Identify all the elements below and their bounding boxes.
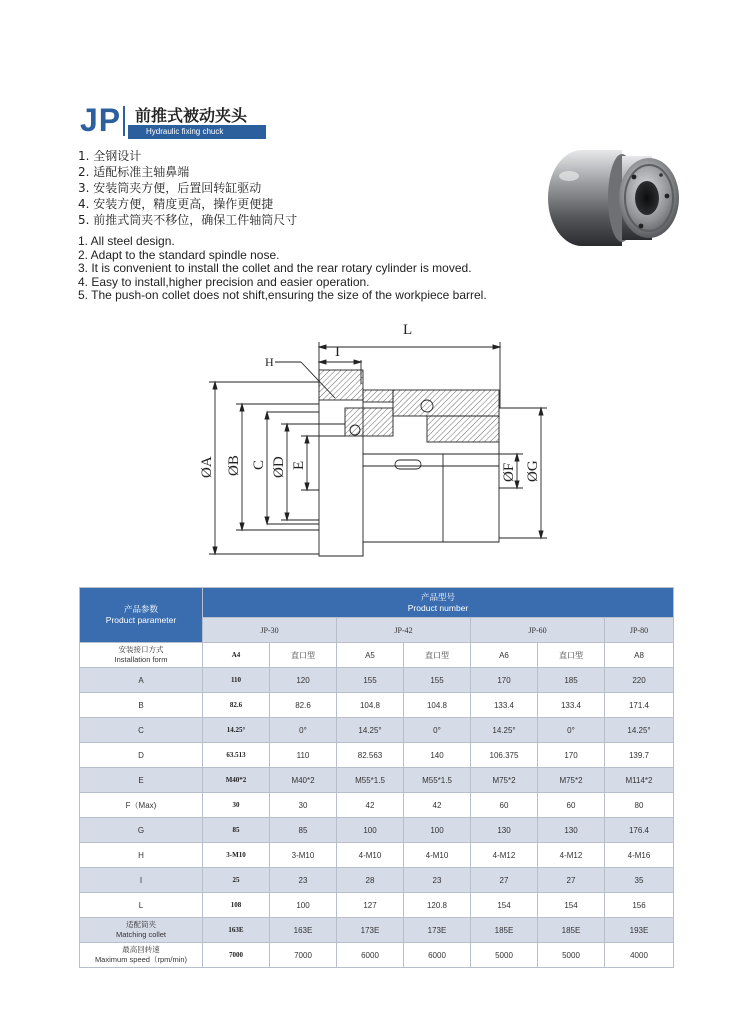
table-cell: 27 [538, 868, 605, 893]
table-cell: 85 [270, 818, 337, 843]
dim-label-c: C [251, 459, 267, 470]
table-cell: 6000 [337, 943, 404, 968]
table-cell: 42 [404, 793, 471, 818]
row-label [80, 918, 203, 943]
table-cell: 173E [404, 918, 471, 943]
table-cell: 0° [538, 718, 605, 743]
table-cell: 133.4 [538, 693, 605, 718]
dim-label-f: ØF [501, 462, 517, 482]
table-cell: 直口型 [404, 643, 471, 668]
table-cell: 163E [270, 918, 337, 943]
feature-item: 4. 安装方便，精度更高，操作更便捷 [78, 197, 274, 211]
table-cell: 60 [538, 793, 605, 818]
row-label [80, 643, 203, 668]
feature-item: 2. Adapt to the standard spindle nose. [78, 247, 280, 262]
product-photo [537, 140, 682, 250]
table-cell: 0° [404, 718, 471, 743]
table-cell: 82.563 [337, 743, 404, 768]
table-cell: 42 [337, 793, 404, 818]
table-cell: 110 [203, 668, 270, 693]
table-cell: M55*1.5 [404, 768, 471, 793]
table-cell: A8 [605, 643, 674, 668]
table-cell: 14.25° [605, 718, 674, 743]
table-row [80, 668, 674, 693]
table-cell: 30 [270, 793, 337, 818]
product-number-cn: 产品型号 [421, 591, 456, 602]
table-cell: 5000 [471, 943, 538, 968]
table-cell: 23 [404, 868, 471, 893]
row-label-cn: 适配筒夹 [126, 920, 156, 929]
technical-drawing [195, 318, 555, 568]
row-label: L [80, 893, 203, 918]
table-cell: 140 [404, 743, 471, 768]
dim-label-e: E [291, 460, 307, 470]
table-cell: 173E [337, 918, 404, 943]
dim-label-l: L [403, 322, 413, 338]
table-cell: 14.25° [203, 718, 270, 743]
table-cell: 170 [538, 743, 605, 768]
table-row [80, 843, 674, 868]
row-label [80, 943, 203, 968]
table-cell: 120.8 [404, 893, 471, 918]
table-cell: 163E [203, 918, 270, 943]
param-header-cell [80, 588, 203, 643]
table-row [80, 643, 674, 668]
feature-item: 5. 前推式筒夹不移位，确保工件轴筒尺寸 [78, 213, 298, 227]
table-cell: 82.6 [270, 693, 337, 718]
table-cell: 104.8 [404, 693, 471, 718]
model-header: JP-42 [337, 618, 471, 643]
dim-label-g: ØG [525, 460, 541, 482]
feature-item: 3. 安装筒夹方便，后置回转缸驱动 [78, 181, 262, 195]
dim-label-a: ØA [199, 456, 215, 478]
table-cell: 108 [203, 893, 270, 918]
table-row [80, 918, 674, 943]
model-header: JP-30 [203, 618, 337, 643]
feature-item: 1. 全钢设计 [78, 149, 142, 163]
table-row [80, 868, 674, 893]
table-cell: 60 [471, 793, 538, 818]
row-label: B [80, 693, 203, 718]
table-cell: 220 [605, 668, 674, 693]
table-cell: 28 [337, 868, 404, 893]
feature-item: 3. It is convenient to install the collet and the rear rotary cylinder is moved. [78, 261, 472, 276]
feature-item: 5. The push-on collet does not shift,ensuring the size of the workpiece barrel. [78, 288, 487, 303]
row-label: C [80, 718, 203, 743]
feature-item: 1. All steel design. [78, 234, 175, 248]
table-cell: 106.375 [471, 743, 538, 768]
table-cell: 0° [270, 718, 337, 743]
table-cell: 3-M10 [270, 843, 337, 868]
table-cell: M40*2 [270, 768, 337, 793]
table-cell: 185E [538, 918, 605, 943]
table-cell: 4-M12 [471, 843, 538, 868]
product-number-en: Product number [407, 602, 469, 613]
title-divider [123, 106, 125, 136]
table-cell: 156 [605, 893, 674, 918]
table-cell: 176.4 [605, 818, 674, 843]
table-cell: 130 [471, 818, 538, 843]
table-cell: 127 [337, 893, 404, 918]
table-cell: M55*1.5 [337, 768, 404, 793]
row-label-cn: 安装接口方式 [118, 645, 164, 654]
table-cell: 139.7 [605, 743, 674, 768]
table-cell: 193E [605, 918, 674, 943]
table-cell: 4-M16 [605, 843, 674, 868]
table-cell: 6000 [404, 943, 471, 968]
feature-item: 4. Easy to install,higher precision and easier operation. [78, 274, 370, 289]
table-cell: 82.6 [203, 693, 270, 718]
param-header-cn: 产品参数 [123, 604, 158, 614]
table-row [80, 893, 674, 918]
table-cell: 100 [404, 818, 471, 843]
table-cell: 23 [270, 868, 337, 893]
table-cell: M114*2 [605, 768, 674, 793]
row-label: A [80, 668, 203, 693]
row-label: H [80, 843, 203, 868]
table-cell: A4 [203, 643, 270, 668]
dim-label-b: ØB [226, 455, 242, 476]
table-cell: 100 [337, 818, 404, 843]
table-cell: 80 [605, 793, 674, 818]
table-cell: 155 [404, 668, 471, 693]
table-row [80, 693, 674, 718]
table-row [80, 718, 674, 743]
table-cell: 直口型 [270, 643, 337, 668]
table-row [80, 743, 674, 768]
table-cell: 171.4 [605, 693, 674, 718]
dim-label-h: H [265, 355, 274, 369]
model-header: JP-80 [605, 618, 674, 643]
model-header: JP-60 [471, 618, 605, 643]
table-cell: 63.513 [203, 743, 270, 768]
table-cell: 4000 [605, 943, 674, 968]
row-label: D [80, 743, 203, 768]
table-cell: A5 [337, 643, 404, 668]
row-label-cn: 最高回转速 [122, 945, 160, 954]
table-cell: 85 [203, 818, 270, 843]
table-cell: 7000 [203, 943, 270, 968]
table-cell: M40*2 [203, 768, 270, 793]
feature-list-en [78, 235, 487, 303]
page-title: 前推式被动夹头 [135, 106, 248, 125]
table-cell: 120 [270, 668, 337, 693]
table-row [80, 943, 674, 968]
brand-code: JP [80, 102, 122, 138]
table-cell: 30 [203, 793, 270, 818]
row-label-en: Matching collet [115, 930, 167, 939]
table-cell: 100 [270, 893, 337, 918]
table-cell: M75*2 [538, 768, 605, 793]
dim-label-i: I [335, 344, 340, 360]
table-cell: 4-M10 [337, 843, 404, 868]
table-cell: 104.8 [337, 693, 404, 718]
table-cell: 185 [538, 668, 605, 693]
table-row [80, 793, 674, 818]
table-cell: 3-M10 [203, 843, 270, 868]
table-cell: 35 [605, 868, 674, 893]
table-cell: 25 [203, 868, 270, 893]
row-label: G [80, 818, 203, 843]
row-label-en: Installation form [114, 655, 168, 664]
table-row [80, 818, 674, 843]
table-cell: 185E [471, 918, 538, 943]
table-cell: 4-M12 [538, 843, 605, 868]
table-cell: 14.25° [471, 718, 538, 743]
table-cell: 5000 [538, 943, 605, 968]
row-label: F（Max) [80, 793, 203, 818]
table-cell: 155 [337, 668, 404, 693]
table-cell: 154 [538, 893, 605, 918]
row-label-en: Maximum speed（rpm/min) [94, 955, 188, 964]
dim-label-d: ØD [271, 456, 287, 478]
table-cell: A6 [471, 643, 538, 668]
feature-list-cn [78, 148, 297, 228]
table-cell: M75*2 [471, 768, 538, 793]
table-cell: 14.25° [337, 718, 404, 743]
row-label: E [80, 768, 203, 793]
table-cell: 110 [270, 743, 337, 768]
spec-table [79, 587, 674, 968]
page-subtitle: Hydraulic fixing chuck [128, 125, 266, 139]
table-cell: 133.4 [471, 693, 538, 718]
table-cell: 170 [471, 668, 538, 693]
feature-item: 2. 适配标准主轴鼻端 [78, 165, 190, 179]
table-cell: 154 [471, 893, 538, 918]
row-label: I [80, 868, 203, 893]
product-number-header [203, 588, 674, 618]
table-cell: 27 [471, 868, 538, 893]
table-cell: 4-M10 [404, 843, 471, 868]
param-header-en: Product parameter [105, 615, 177, 625]
table-cell: 直口型 [538, 643, 605, 668]
table-cell: 7000 [270, 943, 337, 968]
table-cell: 130 [538, 818, 605, 843]
table-row [80, 768, 674, 793]
